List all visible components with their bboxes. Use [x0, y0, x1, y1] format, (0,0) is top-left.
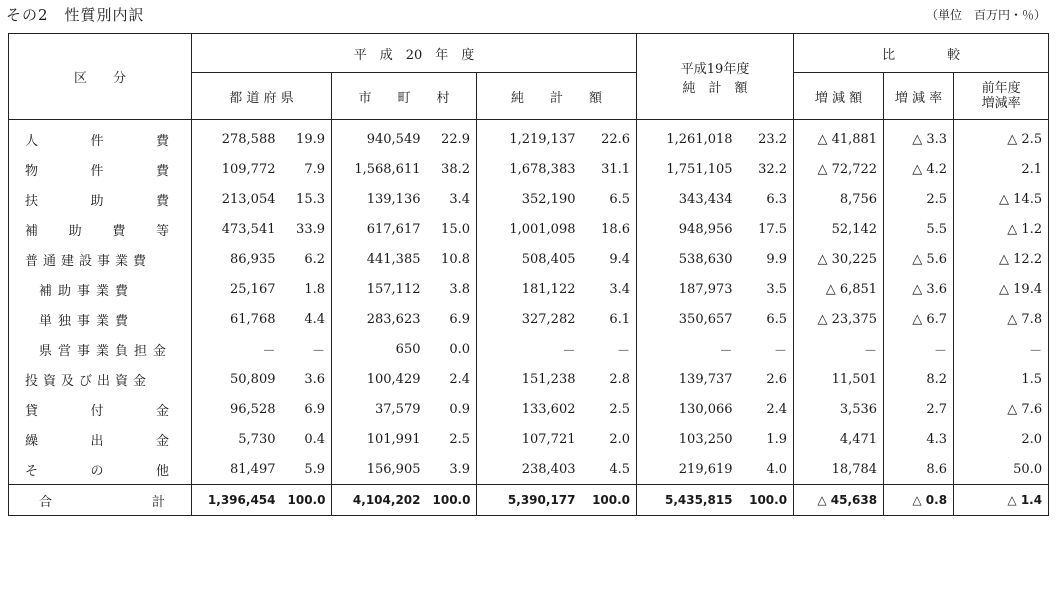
row-label: 県営事業負担金 — [9, 334, 192, 364]
table-cell: 0.0 — [427, 334, 477, 364]
net-total-header: 純 計 額 — [477, 73, 637, 120]
table-row — [9, 244, 1049, 274]
table-cell: 37,579 — [332, 394, 427, 424]
table-cell: 538,630 — [637, 244, 739, 274]
table-cell: 15.0 — [427, 214, 477, 244]
table-cell: 25,167 — [192, 274, 282, 304]
table-cell: 32.2 — [739, 154, 794, 184]
row-label: 扶 助 費 — [9, 184, 192, 214]
h20-header: 平 成 20 年 度 — [192, 34, 637, 73]
table-cell: 278,588 — [192, 120, 282, 155]
table-cell: － — [477, 334, 582, 364]
table-cell: 130,066 — [637, 394, 739, 424]
table-cell: 23.2 — [739, 120, 794, 155]
table-cell: － — [794, 334, 884, 364]
table-cell: 3.4 — [427, 184, 477, 214]
table-cell: 7.9 — [282, 154, 332, 184]
category-header: 区 分 — [9, 34, 192, 120]
table-row — [9, 304, 1049, 334]
change-rate-header: 増 減 率 — [884, 73, 954, 120]
table-cell: 2.5 — [582, 394, 637, 424]
municipality-header: 市 町 村 — [332, 73, 477, 120]
table-cell: △ 1.2 — [954, 214, 1049, 244]
table-cell: 18.6 — [582, 214, 637, 244]
table-cell: 6.3 — [739, 184, 794, 214]
table-cell: 187,973 — [637, 274, 739, 304]
table-cell: △ 1.4 — [954, 485, 1049, 516]
table-cell: 1,568,611 — [332, 154, 427, 184]
table-cell: 100.0 — [427, 485, 477, 516]
table-cell: 5,390,177 — [477, 485, 582, 516]
table-cell: 19.9 — [282, 120, 332, 155]
table-cell: △ 12.2 — [954, 244, 1049, 274]
table-cell: 1.9 — [739, 424, 794, 454]
row-label: そ の 他 — [9, 454, 192, 485]
row-label: 人 件 費 — [9, 120, 192, 155]
table-cell: 327,282 — [477, 304, 582, 334]
table-cell: △ 23,375 — [794, 304, 884, 334]
table-cell: 1.5 — [954, 364, 1049, 394]
table-cell: 4.0 — [739, 454, 794, 485]
table-body — [9, 120, 1049, 516]
table-cell: 100.0 — [282, 485, 332, 516]
table-cell: 3,536 — [794, 394, 884, 424]
total-row — [9, 485, 1049, 516]
table-cell: 5,435,815 — [637, 485, 739, 516]
table-cell: 6.9 — [427, 304, 477, 334]
section-title: その2 性質別内訳 — [6, 6, 145, 24]
table-cell: 650 — [332, 334, 427, 364]
table-cell: 4.5 — [582, 454, 637, 485]
table-cell: 103,250 — [637, 424, 739, 454]
table-cell: △ 41,881 — [794, 120, 884, 155]
table-cell: 11,501 — [794, 364, 884, 394]
table-row — [9, 154, 1049, 184]
table-cell: 17.5 — [739, 214, 794, 244]
table-cell: 8.2 — [884, 364, 954, 394]
table-cell: 9.9 — [739, 244, 794, 274]
table-cell: 508,405 — [477, 244, 582, 274]
table-cell: 8.6 — [884, 454, 954, 485]
table-cell: 139,136 — [332, 184, 427, 214]
table-cell: 22.6 — [582, 120, 637, 155]
table-cell: 38.2 — [427, 154, 477, 184]
table-cell: 473,541 — [192, 214, 282, 244]
table-cell: △ 6.7 — [884, 304, 954, 334]
table-cell: 9.4 — [582, 244, 637, 274]
table-cell: 948,956 — [637, 214, 739, 244]
row-label: 合 計 — [9, 485, 192, 516]
table-cell: 86,935 — [192, 244, 282, 274]
table-cell: 4.4 — [282, 304, 332, 334]
row-label: 物 件 費 — [9, 154, 192, 184]
table-cell: 6.2 — [282, 244, 332, 274]
table-cell: △ 14.5 — [954, 184, 1049, 214]
table-row — [9, 454, 1049, 485]
table-cell: △ 2.5 — [954, 120, 1049, 155]
table-cell: － — [192, 334, 282, 364]
table-cell: △ 19.4 — [954, 274, 1049, 304]
table-cell: － — [954, 334, 1049, 364]
prev-change-header: 前年度 増減率 — [954, 73, 1049, 120]
table-cell: 219,619 — [637, 454, 739, 485]
table-cell: △ 3.6 — [884, 274, 954, 304]
table-cell: － — [884, 334, 954, 364]
table-cell: 18,784 — [794, 454, 884, 485]
row-label: 繰 出 金 — [9, 424, 192, 454]
table-cell: 3.5 — [739, 274, 794, 304]
prefecture-header: 都 道 府 県 — [192, 73, 332, 120]
table-cell: △ 0.8 — [884, 485, 954, 516]
table-cell: 0.9 — [427, 394, 477, 424]
table-row — [9, 394, 1049, 424]
table-cell: 2.0 — [582, 424, 637, 454]
table-cell: 1,396,454 — [192, 485, 282, 516]
table-cell: － — [282, 334, 332, 364]
table-cell: 5.9 — [282, 454, 332, 485]
table-cell: 4,104,202 — [332, 485, 427, 516]
table-cell: 3.6 — [282, 364, 332, 394]
table-cell: 6.5 — [582, 184, 637, 214]
table-cell: 101,991 — [332, 424, 427, 454]
table-cell: 157,112 — [332, 274, 427, 304]
table-cell: 151,238 — [477, 364, 582, 394]
table-cell: 50,809 — [192, 364, 282, 394]
table-cell: 238,403 — [477, 454, 582, 485]
change-amount-header: 増 減 額 — [794, 73, 884, 120]
table-cell: － — [637, 334, 739, 364]
table-cell: 10.8 — [427, 244, 477, 274]
table-cell: △ 7.8 — [954, 304, 1049, 334]
table-cell: 96,528 — [192, 394, 282, 424]
table-row — [9, 120, 1049, 155]
table-cell: － — [582, 334, 637, 364]
table-cell: △ 5.6 — [884, 244, 954, 274]
table-cell: 33.9 — [282, 214, 332, 244]
table-cell: 3.8 — [427, 274, 477, 304]
table-cell: 2.6 — [739, 364, 794, 394]
table-cell: 181,122 — [477, 274, 582, 304]
row-label: 単独事業費 — [9, 304, 192, 334]
row-label: 補助事業費 — [9, 274, 192, 304]
table-cell: 2.4 — [739, 394, 794, 424]
table-cell: 1,261,018 — [637, 120, 739, 155]
table-cell: 22.9 — [427, 120, 477, 155]
table-cell: 283,623 — [332, 304, 427, 334]
table-cell: △ 45,638 — [794, 485, 884, 516]
table-cell: 52,142 — [794, 214, 884, 244]
table-cell: 940,549 — [332, 120, 427, 155]
table-cell: 1,001,098 — [477, 214, 582, 244]
table-cell: 81,497 — [192, 454, 282, 485]
table-cell: △ 4.2 — [884, 154, 954, 184]
table-cell: 50.0 — [954, 454, 1049, 485]
table-cell: △ 3.3 — [884, 120, 954, 155]
table-cell: 0.4 — [282, 424, 332, 454]
table-cell: 6.5 — [739, 304, 794, 334]
table-row — [9, 424, 1049, 454]
table-cell: 4,471 — [794, 424, 884, 454]
h19-header: 平成19年度 純 計 額 — [637, 34, 794, 120]
table-cell: 100,429 — [332, 364, 427, 394]
table-cell: △ 30,225 — [794, 244, 884, 274]
table-cell: 5.5 — [884, 214, 954, 244]
table-cell: 2.5 — [884, 184, 954, 214]
table-cell: 1,751,105 — [637, 154, 739, 184]
table-cell: 15.3 — [282, 184, 332, 214]
table-cell: 5,730 — [192, 424, 282, 454]
table-cell: 4.3 — [884, 424, 954, 454]
table-cell: 213,054 — [192, 184, 282, 214]
table-cell: 617,617 — [332, 214, 427, 244]
table-row — [9, 334, 1049, 364]
table-cell: 2.1 — [954, 154, 1049, 184]
table-cell: 1,678,383 — [477, 154, 582, 184]
table-cell: 6.1 — [582, 304, 637, 334]
row-label: 貸 付 金 — [9, 394, 192, 424]
table-cell: 2.7 — [884, 394, 954, 424]
table-cell: 3.9 — [427, 454, 477, 485]
table-cell: 1,219,137 — [477, 120, 582, 155]
expenditure-table — [8, 33, 1049, 516]
table-cell: 156,905 — [332, 454, 427, 485]
table-cell: 3.4 — [582, 274, 637, 304]
table-cell: 8,756 — [794, 184, 884, 214]
table-cell: 31.1 — [582, 154, 637, 184]
table-cell: 2.5 — [427, 424, 477, 454]
table-cell: 343,434 — [637, 184, 739, 214]
table-row — [9, 214, 1049, 244]
table-cell: 1.8 — [282, 274, 332, 304]
table-cell: 107,721 — [477, 424, 582, 454]
table-cell: 2.4 — [427, 364, 477, 394]
table-cell: 133,602 — [477, 394, 582, 424]
table-cell: △ 7.6 — [954, 394, 1049, 424]
row-label: 投資及び出資金 — [9, 364, 192, 394]
table-row — [9, 364, 1049, 394]
table-row — [9, 274, 1049, 304]
table-cell: 350,657 — [637, 304, 739, 334]
row-label: 普通建設事業費 — [9, 244, 192, 274]
table-cell: 2.8 — [582, 364, 637, 394]
table-cell: △ 6,851 — [794, 274, 884, 304]
table-cell: 100.0 — [582, 485, 637, 516]
table-cell: 109,772 — [192, 154, 282, 184]
table-cell: 441,385 — [332, 244, 427, 274]
table-cell: 100.0 — [739, 485, 794, 516]
table-cell: 61,768 — [192, 304, 282, 334]
row-label: 補 助 費 等 — [9, 214, 192, 244]
table-cell: △ 72,722 — [794, 154, 884, 184]
compare-header: 比 較 — [794, 34, 1049, 73]
table-cell: 6.9 — [282, 394, 332, 424]
table-row — [9, 184, 1049, 214]
table-cell: 2.0 — [954, 424, 1049, 454]
table-cell: 139,737 — [637, 364, 739, 394]
unit-note: （単位 百万円・％） — [925, 8, 1046, 22]
table-cell: － — [739, 334, 794, 364]
table-cell: 352,190 — [477, 184, 582, 214]
